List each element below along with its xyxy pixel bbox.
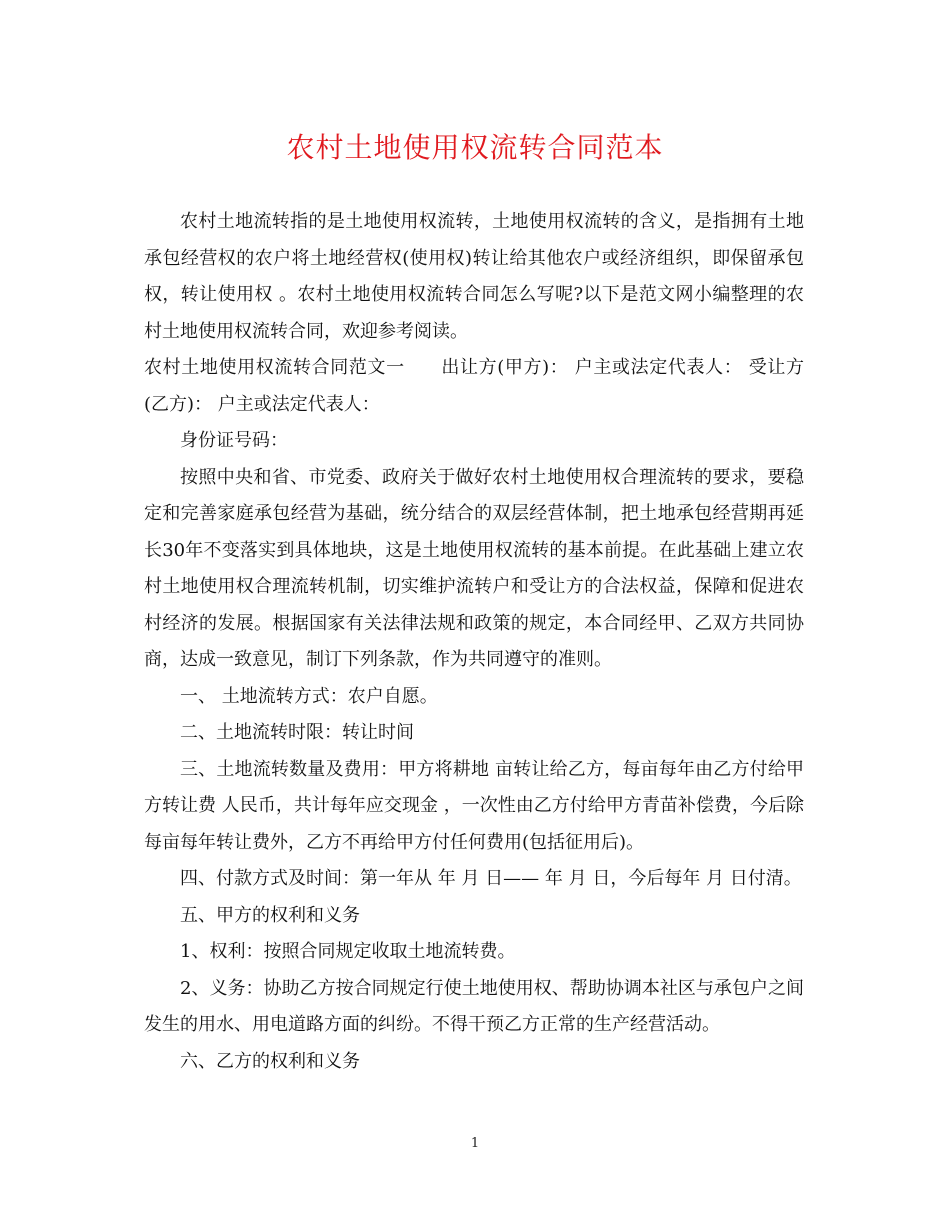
parties-text: 出让方(甲方)： 户主或法定代表人： 受让方(乙方)： 户主或法定代表人：	[144, 357, 804, 415]
clause-6: 六、乙方的权利和义务	[180, 1050, 360, 1072]
clause-5-1: 1、权利：按照合同规定收取土地流转费。	[180, 941, 516, 962]
clause-5-2: 2、义务：协助乙方按合同规定行使土地使用权、帮助协调本社区与承包户之间发生的用水、用电道路方面的纠纷。不得干预乙方正常的生产经营活动。	[144, 977, 804, 1035]
parties-paragraph	[144, 350, 804, 423]
document-title: 农村土地使用权流转合同范本	[286, 131, 664, 164]
clause-1: 一、 土地流转方式：农户自愿。	[180, 685, 438, 707]
clause-5: 五、甲方的权利和义务	[180, 904, 360, 926]
sample-heading: 农村土地使用权流转合同范文一	[144, 357, 405, 378]
intro-paragraph: 农村土地流转指的是土地使用权流转，土地使用权流转的含义，是指拥有土地承包经营权的农户将土地经营权(使用权)转让给其他农户或经济组织，即保留承包权，转让使用权 。农村土地使用权流转合同怎么写呢?以下是范文网小编整理的农村土地使用权流转合同，欢迎参考阅读。	[144, 211, 804, 342]
clause-4: 四、付款方式及时间：第一年从 年 月 日—— 年 月 日，今后每年 月 日付清。	[180, 868, 802, 889]
document-body	[144, 204, 804, 1080]
clause-2: 二、土地流转时限：转让时间	[180, 722, 414, 743]
clause-3: 三、土地流转数量及费用：甲方将耕地 亩转让给乙方，每亩每年由乙方付给甲方转让费 人民币，共计每年应交现金 ，一次性由乙方付给甲方青苗补偿费，今后除每亩每年转让费外，乙方不再给甲方付任何费用(包括征用后)。	[144, 758, 804, 853]
preamble-paragraph: 按照中央和省、市党委、政府关于做好农村土地使用权合理流转的要求，要稳定和完善家庭承包经营为基础，统分结合的双层经营体制，把土地承包经营期再延长30年不变落实到具体地块，这是土地使用权流转的基本前提。在此基础上建立农村土地使用权合理流转机制，切实维护流转户和受让方的合法权益，保障和促进农村经济的发展。根据国家有关法律法规和政策的规定，本合同经甲、乙双方共同协商，达成一致意见，制订下列条款，作为共同遵守的准则。	[144, 466, 804, 670]
page-number: 1	[470, 1136, 480, 1151]
id-number-line: 身份证号码：	[180, 430, 288, 451]
